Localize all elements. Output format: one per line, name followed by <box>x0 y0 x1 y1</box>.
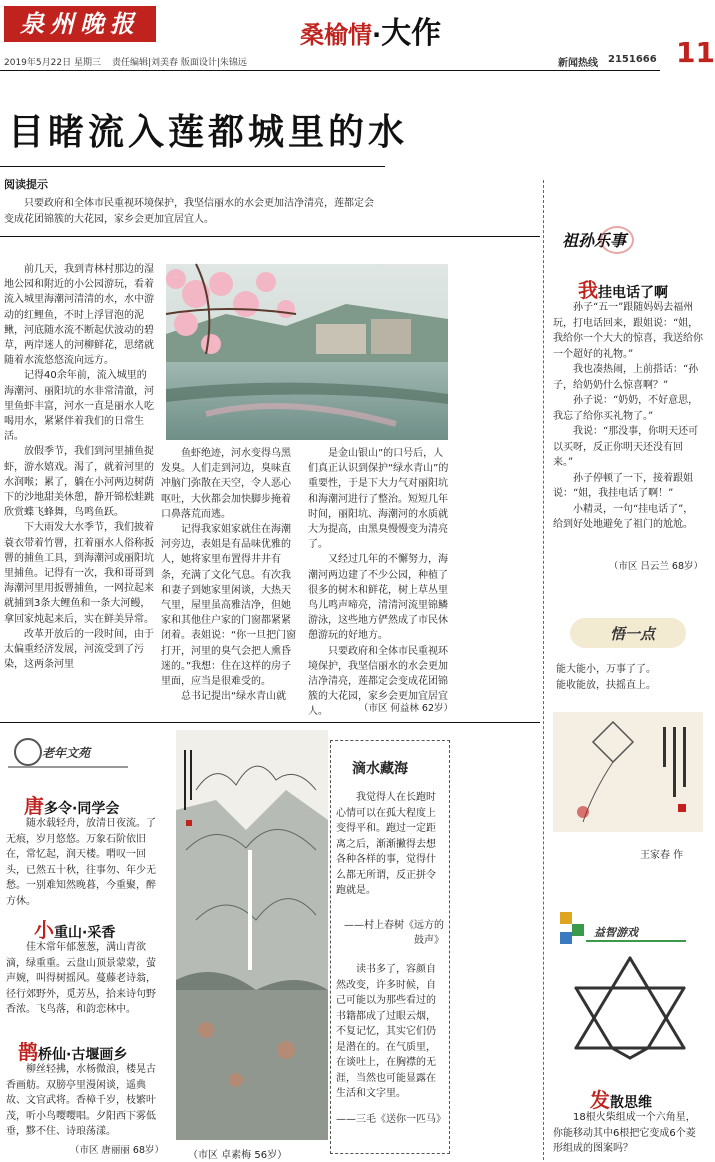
wisdom-ribbon: 悟一点 <box>610 625 656 643</box>
grandkid-p: 小精灵，一句“挂电话了”，给到好处地避免了祖门的尬尬。 <box>553 503 694 530</box>
grandkid-title-big: 我 <box>578 278 598 302</box>
wisdom-lines <box>556 662 706 693</box>
drip-quote-2: 读书多了，容颜自然改变，许多时候，自己可能以为那些看过的书籍都成了过眼云烟，不复记忆，其实它们仍是潜在的。在气质里，在谈吐上，在胸襟的无涯，当然也可能显露在生活和文字里。 <box>336 964 436 1099</box>
hotline-number: 2151666 <box>608 54 657 65</box>
landscape-painting <box>176 730 328 1140</box>
section-title-a: 桑榆情 <box>300 21 372 49</box>
article-p: 放假季节，我们到河里捕鱼捉虾，游水嬉戏。渴了，就着河里的水润喉；累了，躺在小河两边树荫下的沙地甜美休憩，静开锦松蛙跳欣赏蝶飞蜂舞，鸟鸣鱼跃。 <box>4 446 154 519</box>
intro-label: 阅读提示 <box>4 178 48 191</box>
wisdom-painting <box>553 712 703 832</box>
painting-caption: （市区 卓素梅 56岁） <box>188 1150 288 1161</box>
intro-rule <box>0 236 540 237</box>
drip-quote-1: 我觉得人在长跑时心情可以在孤大程度上变得平和。跑过一定距离之后，渐渐撇得去想各种各样的事，觉得什么都无所谓，反正拼令跑就是。 <box>336 792 436 896</box>
drip-source-1: ——村上春树《远方的鼓声》 <box>344 920 444 946</box>
peach-blossom-photo <box>166 264 448 440</box>
puzzle-title <box>590 1084 652 1113</box>
grandkid-p: 我也凑热闹，上前搭话：“孙子，给奶奶什么惊喜啊？” <box>553 364 699 391</box>
poem-title-rest: 多令·同学会 <box>44 801 120 817</box>
poem-title-1 <box>24 790 119 819</box>
page-number: 11 <box>676 36 715 69</box>
puzzle-title-rest: 散思维 <box>610 1095 652 1111</box>
ribbon-flower-icon <box>600 226 634 254</box>
poems-signature: （市区 唐丽丽 68岁） <box>69 1145 164 1156</box>
kite-drawing <box>553 712 703 832</box>
quill-icon <box>14 738 42 766</box>
newspaper-logo: 泉州晚报 <box>4 6 156 42</box>
grandkid-p: 孙子“五一”跟随妈妈去福州玩，打电话回来，跟姐说：“姐，我给你一个大大的惊喜，我送给你一个超好的礼物。” <box>553 302 703 360</box>
poem-title-big: 鹊 <box>18 1040 38 1064</box>
photo-drawing <box>166 264 448 440</box>
matchstick-star <box>570 952 690 1064</box>
hotline-label: 新闻热线 <box>558 58 598 69</box>
drip-title: 滴水藏海 <box>352 761 408 777</box>
wisdom-line: 能收能放，扶摇直上。 <box>556 679 656 691</box>
grandkid-text <box>553 300 703 533</box>
poem-title-2 <box>34 914 115 943</box>
poems-ribbon: 老年文苑 <box>42 746 91 760</box>
issue-date: 2019年5月22日 星期三 <box>4 58 101 68</box>
article-p: 总书记提出“绿水青山就 <box>181 691 287 703</box>
article-col2 <box>161 446 299 704</box>
section-title: 桑榆情·大作 <box>300 16 442 51</box>
sidebar-divider <box>543 180 544 1160</box>
grandkid-title <box>578 274 668 303</box>
poem-text-3: 柳丝轻拂，水杨微浪，楼晃古香画舫。双膀亭里漫闲谈，遥典故、文官武将。香樟千岁，枝繁叶茂，听小鸟嘤嘤唱。夕阳西下雾低垂，黟不住、诗琅荡漾。 <box>6 1064 156 1137</box>
article-signature: （市区 何益林 62岁） <box>358 703 453 714</box>
top-rule <box>0 70 660 71</box>
wisdom-line: 能大能小，万事了了。 <box>556 664 656 675</box>
poem-title-rest: 重山·采香 <box>54 925 116 941</box>
grandkid-title-rest: 挂电话了啊 <box>598 285 668 301</box>
poem-title-big: 小 <box>34 918 54 942</box>
puzzle-title-big: 发 <box>590 1088 610 1112</box>
wisdom-caption: 王家春 作 <box>640 850 684 861</box>
grandkid-ribbon-text: 祖孙乐事 <box>562 231 627 250</box>
grandkid-p: 我说：“那没事，你明天还可以买呀，反正你明天还没有回来。” <box>553 426 699 468</box>
headline: 目睹流入莲都城里的水 <box>8 111 409 153</box>
poem-title-rest: 桥仙·古堰画乡 <box>38 1047 128 1063</box>
editors: 责任编辑|刘美春 版面设计|朱锦远 <box>112 58 247 68</box>
puzzle-text: 18根火柴组成一个六角星，你能移动其中6根把它变成6个菱形组成的图案吗？ <box>553 1112 696 1154</box>
painting-drawing <box>176 730 328 1140</box>
poem-title-big: 唐 <box>24 794 44 818</box>
article-col3 <box>308 446 453 720</box>
article-p: 记得我家姐家就住在海潮河旁边，表姐是有品味优雅的人，她将家里布置得井井有条，充满了文化气息。有次我和妻子到她家里闲谈，大热天气里，屋里虽高雅洁净，但她家和其他住户家的门窗都紧紧闭着。表姐说：“你一旦把门窗打开，河里的臭气会把人熏昏迷的。”我想：住在这样的房子里面，应当是很难受的。 <box>161 524 297 688</box>
info-bar <box>0 52 708 70</box>
poem-text-1: 随水载轻舟，放清日夜流。了无痕，岁月悠悠。万象石阶依旧在，常忆起，润天楼。喟叹一回头，已然五十秋，往事勿、年少无愁。一别难知然晚暮，今重聚，醉方休。 <box>6 818 156 907</box>
grandkid-p: 孙子说：“奶奶，不好意思，我忘了给你买礼物了。” <box>553 395 699 422</box>
drip-source-2: ——三毛《送你一匹马》 <box>336 1114 446 1125</box>
article-p: 又经过几年的不懈努力，海潮河两边建了不少公园，种植了很多的树木和鲜花，树上草丛里鸟儿鸣声啼亮，清清河流里锦鳞游泳，这些地方俨然成了市民休憩游玩的好地方。 <box>308 554 448 642</box>
article-p: 前几天，我到青林村那边的湿地公园和附近的小公园游玩，看着流入城里海潮河清清的水，水中游动的红鲤鱼，不时上浮冒泡的泥鳅，河底随水流不断起伏波动的碧草，两岸迷人的河柳鲜花，思绪就随着水流悠悠流向远方。 <box>4 264 154 367</box>
article-p: 只要政府和全体市民重视环境保护，我坚信丽水的水会更加洁净清亮，莲都定会变成花团锦簇的大花园，家乡会更加宜居宜人。 <box>308 645 448 718</box>
article-p: 改革开放后的一段时间，由于太偏重经济发展，河流受到了污染，这两条河里 <box>4 628 154 671</box>
article-p: 是金山银山”的口号后，人们真正认识到保护“绿水青山”的重要性，于是下大力气对丽阳坑和海潮河进行了整治。短短几年时间，丽阳坑、海潮河的水质就大为提高，由黑臭慢慢变为清亮了。 <box>308 448 449 551</box>
article-col1 <box>4 262 156 672</box>
grandkid-signature: （市区 吕云兰 68岁） <box>608 561 703 572</box>
headline-rule <box>0 166 385 167</box>
article-p: 记得40余年前，流入城里的海潮河、丽阳坑的水非常清澈，河里鱼虾丰富，河水一直是丽水人吃喝用水，紧紧伴着我们的日常生活。 <box>4 370 154 443</box>
article-p: 鱼虾绝迹，河水变得乌黑发臭。人们走到河边，臭味直冲脑门弥散在天空，令人恶心呕吐，大伙都会加快脚步掩着口鼻落荒而逃。 <box>161 448 291 520</box>
puzzle-piece-icon <box>560 912 584 944</box>
section-title-b: 大作 <box>381 16 442 51</box>
poem-text-2: 佳木常年郁葱葱，满山青欲滴，绿重重。云盘山顶景蒙蒙，萤声婉，叫得树摇风。蔓藤老诗翁，径行郊野外，觅芳丛，拾来诗句野香浓。飞鸟落，和韵恋林中。 <box>6 942 156 1015</box>
grandkid-p: 孙子停顿了一下，接着跟姐说：“姐，我挂电话了啊！” <box>553 472 693 499</box>
article-p: 下大雨发大水季节，我们披着蓑衣带着竹罾，扛着丽水人俗称扳罾的捕鱼工具，到海潮河或丽阳坑里捕鱼。记得有一次，我和哥哥到海潮河里用扳罾捕鱼，一网拉起来就捕到3条大鲤鱼和一条大河鳗，拿回家炖起来后，实在鲜美异常。 <box>4 522 154 625</box>
intro-text: 只要政府和全体市民重视环境保护，我坚信丽水的水会更加洁净清亮，莲都定会变成花团锦簇的大花园，家乡会更加宜居宜人。 <box>4 198 374 225</box>
puzzle-ribbon-line <box>586 940 686 942</box>
puzzle-ribbon: 益智游戏 <box>594 926 638 939</box>
article-bottom-rule <box>0 722 540 723</box>
poem-title-3 <box>18 1036 127 1065</box>
